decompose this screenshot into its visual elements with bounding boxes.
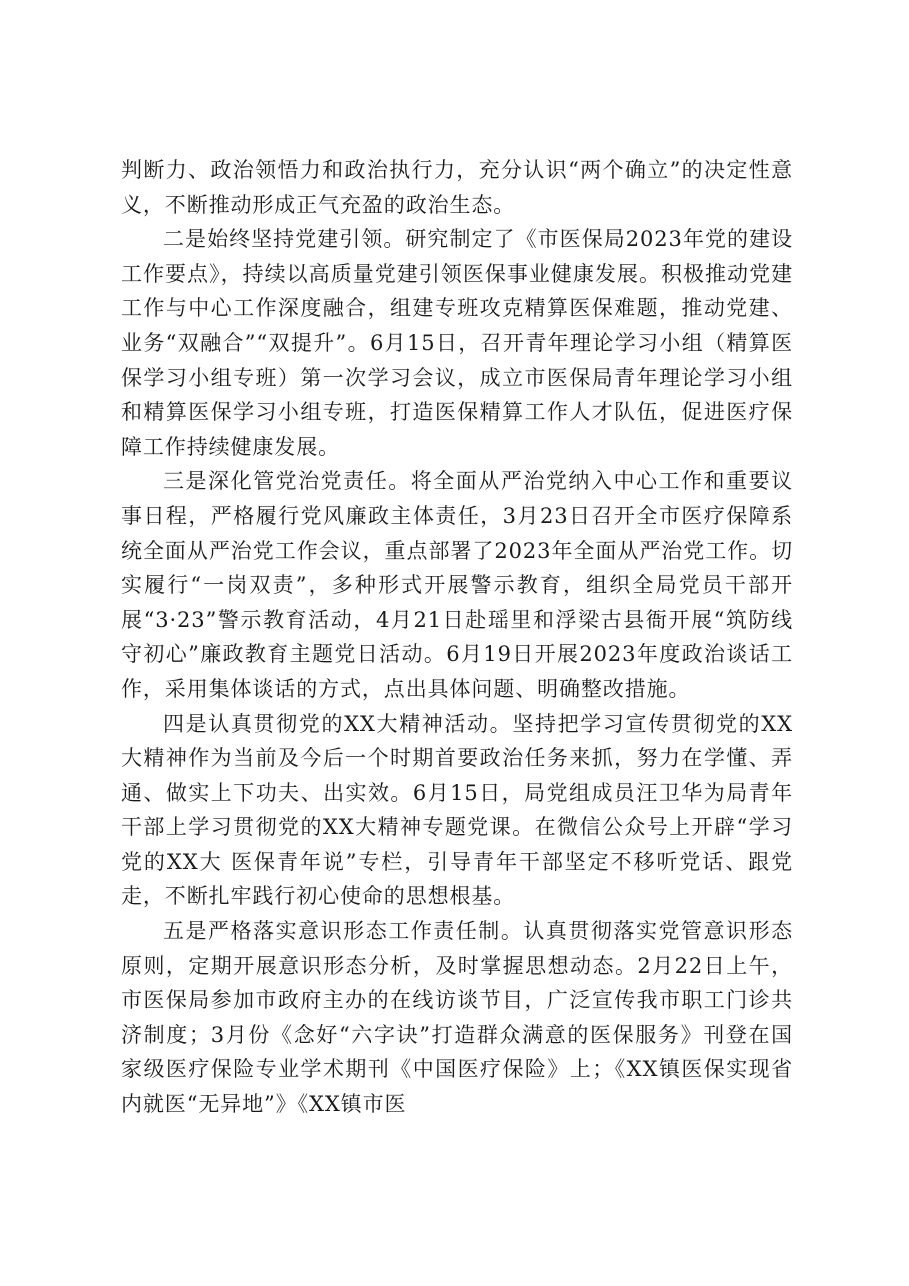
paragraph-party-building: 二是始终坚持党建引领。研究制定了《市医保局2023年党的建设工作要点》，持续以高质量党建引领医保事业健康发展。积极推动党建工作与中心工作深度融合，组建专班攻克精算医保难题，推动党建、业务“双融合”“双提升”。6月15日，召开青年理论学习小组（精算医保学习小组专班）第一次学习会议，成立市医保局青年理论学习小组和精算医保学习小组专班，打造医保精算工作人才队伍，促进医疗保障工作持续健康发展。: [121, 227, 793, 459]
paragraph-congress-spirit: 四是认真贯彻党的XX大精神活动。坚持把学习宣传贯彻党的XX大精神作为当前及今后一个时期首要政治任务来抓，努力在学懂、弄通、做实上下功夫、出实效。6月15日，局党组成员汪卫华为局青年干部上学习贯彻党的XX大精神专题党课。在微信公众号上开辟“学习党的XX大 医保青年说”专栏，引导青年干部坚定不移听党话、跟党走，不断扎牢践行初心使命的思想根基。: [121, 711, 793, 909]
document-body: [121, 153, 793, 1122]
paragraph-continuation: 判断力、政治领悟力和政治执行力，充分认识“两个确立”的决定性意义，不断推动形成正气充盈的政治生态。: [121, 158, 793, 217]
paragraph-ideology-responsibility: 五是严格落实意识形态工作责任制。认真贯彻落实党管意识形态原则，定期开展意识形态分析，及时掌握思想动态。2月22日上午，市医保局参加市政府主办的在线访谈节目，广泛宣传我市职工门诊共济制度；3月份《念好“六字诀”打造群众满意的医保服务》刊登在国家级医疗保险专业学术期刊《中国医疗保险》上；《XX镇医保实现省内就医“无异地”》《XX镇市医: [121, 919, 793, 1117]
paragraph-strict-governance: 三是深化管党治党责任。将全面从严治党纳入中心工作和重要议事日程，严格履行党风廉政主体责任，3月23日召开全市医疗保障系统全面从严治党工作会议，重点部署了2023年全面从严治党工作。切实履行“一岗双责”，多种形式开展警示教育，组织全局党员干部开展“3·23”警示教育活动，4月21日赴瑶里和浮梁古县衙开展“筑防线守初心”廉政教育主题党日活动。6月19日开展2023年度政治谈话工作，采用集体谈话的方式，点出具体问题、明确整改措施。: [121, 469, 793, 701]
